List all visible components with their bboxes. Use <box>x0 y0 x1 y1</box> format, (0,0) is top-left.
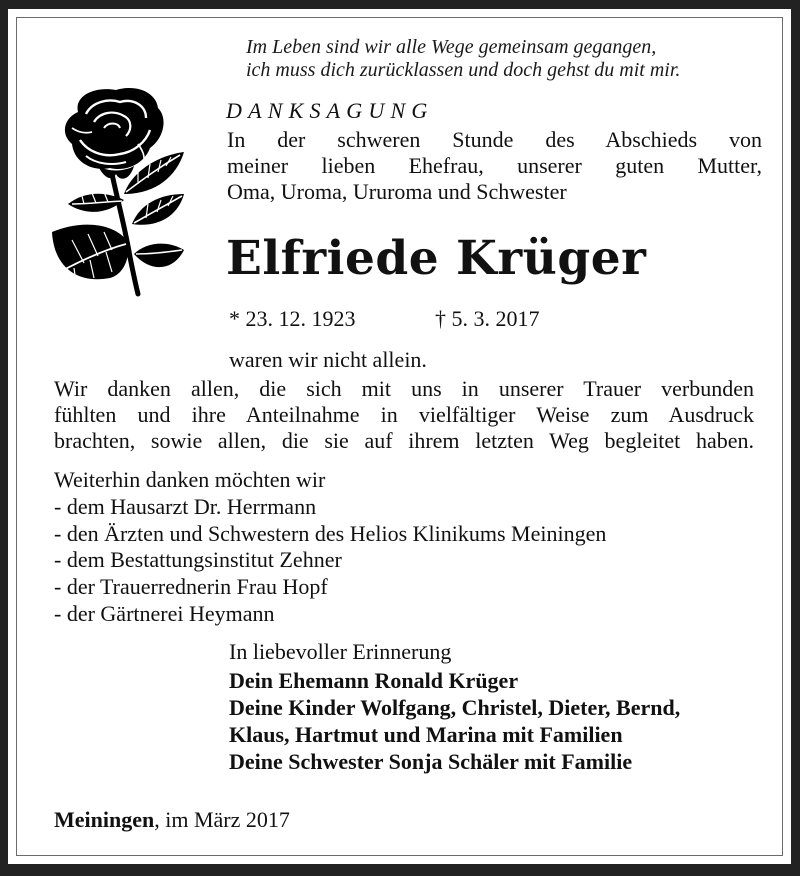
place-date <box>54 807 290 833</box>
motto-line-1: Im Leben sind wir alle Wege gemeinsam gegangen, <box>246 36 657 58</box>
place-city: Meiningen <box>54 807 155 832</box>
list-item: - der Gärtnerei Heymann <box>54 600 275 626</box>
intro-line-1: In der schweren Stunde des Abschieds von <box>227 127 762 152</box>
motto <box>246 36 680 82</box>
obituary-card <box>8 9 791 864</box>
list-item: - dem Bestattungsinstitut Zehner <box>54 547 342 573</box>
deceased-name: Elfriede Krüger <box>226 231 647 286</box>
heading-danksagung: DANKSAGUNG <box>226 98 434 123</box>
thanks-line-1: Wir danken allen, die sich mit uns in unserer Trauer verbunden <box>54 376 754 401</box>
list-item: - den Ärzten und Schwestern des Helios Klinikums Meiningen <box>54 520 607 546</box>
signer-line: Deine Schwester Sonja Schäler mit Familie <box>229 749 633 774</box>
thanks-line-2: fühlten und ihre Anteilnahme in vielfältiger Weise zum Ausdruck <box>54 402 754 427</box>
signer-line: Deine Kinder Wolfgang, Christel, Dieter, Bernd, <box>229 695 681 720</box>
list-item: - dem Hausarzt Dr. Herrmann <box>54 493 317 519</box>
motto-line-2: ich muss dich zurücklassen und doch gehst du mit mir. <box>246 59 681 81</box>
signers <box>229 667 680 775</box>
birth-date: * 23. 12. 1923 <box>229 306 356 331</box>
intro-text <box>227 127 762 205</box>
list-item: - der Trauerrednerin Frau Hopf <box>54 574 328 600</box>
place-date-text: , im März 2017 <box>154 807 290 832</box>
intro-line-3: Oma, Uroma, Ururoma und Schwester <box>227 179 567 204</box>
not-alone-text: waren wir nicht allein. <box>229 347 427 372</box>
further-thanks-intro: Weiterhin danken möchten wir <box>54 467 326 492</box>
thanks-paragraph <box>54 376 754 454</box>
signature-intro: In liebevoller Erinnerung <box>229 639 452 664</box>
signer-line: Dein Ehemann Ronald Krüger <box>229 668 519 693</box>
thanks-line-3: brachten, sowie allen, die sie auf ihrem letzten Weg begleitet haben. <box>54 428 754 453</box>
intro-line-2: meiner lieben Ehefrau, unserer guten Mutter, <box>227 153 762 178</box>
signer-line: Klaus, Hartmut und Marina mit Familien <box>229 722 623 747</box>
death-date: † 5. 3. 2017 <box>435 306 540 331</box>
further-thanks-list <box>54 467 606 628</box>
rose-icon <box>34 82 194 297</box>
